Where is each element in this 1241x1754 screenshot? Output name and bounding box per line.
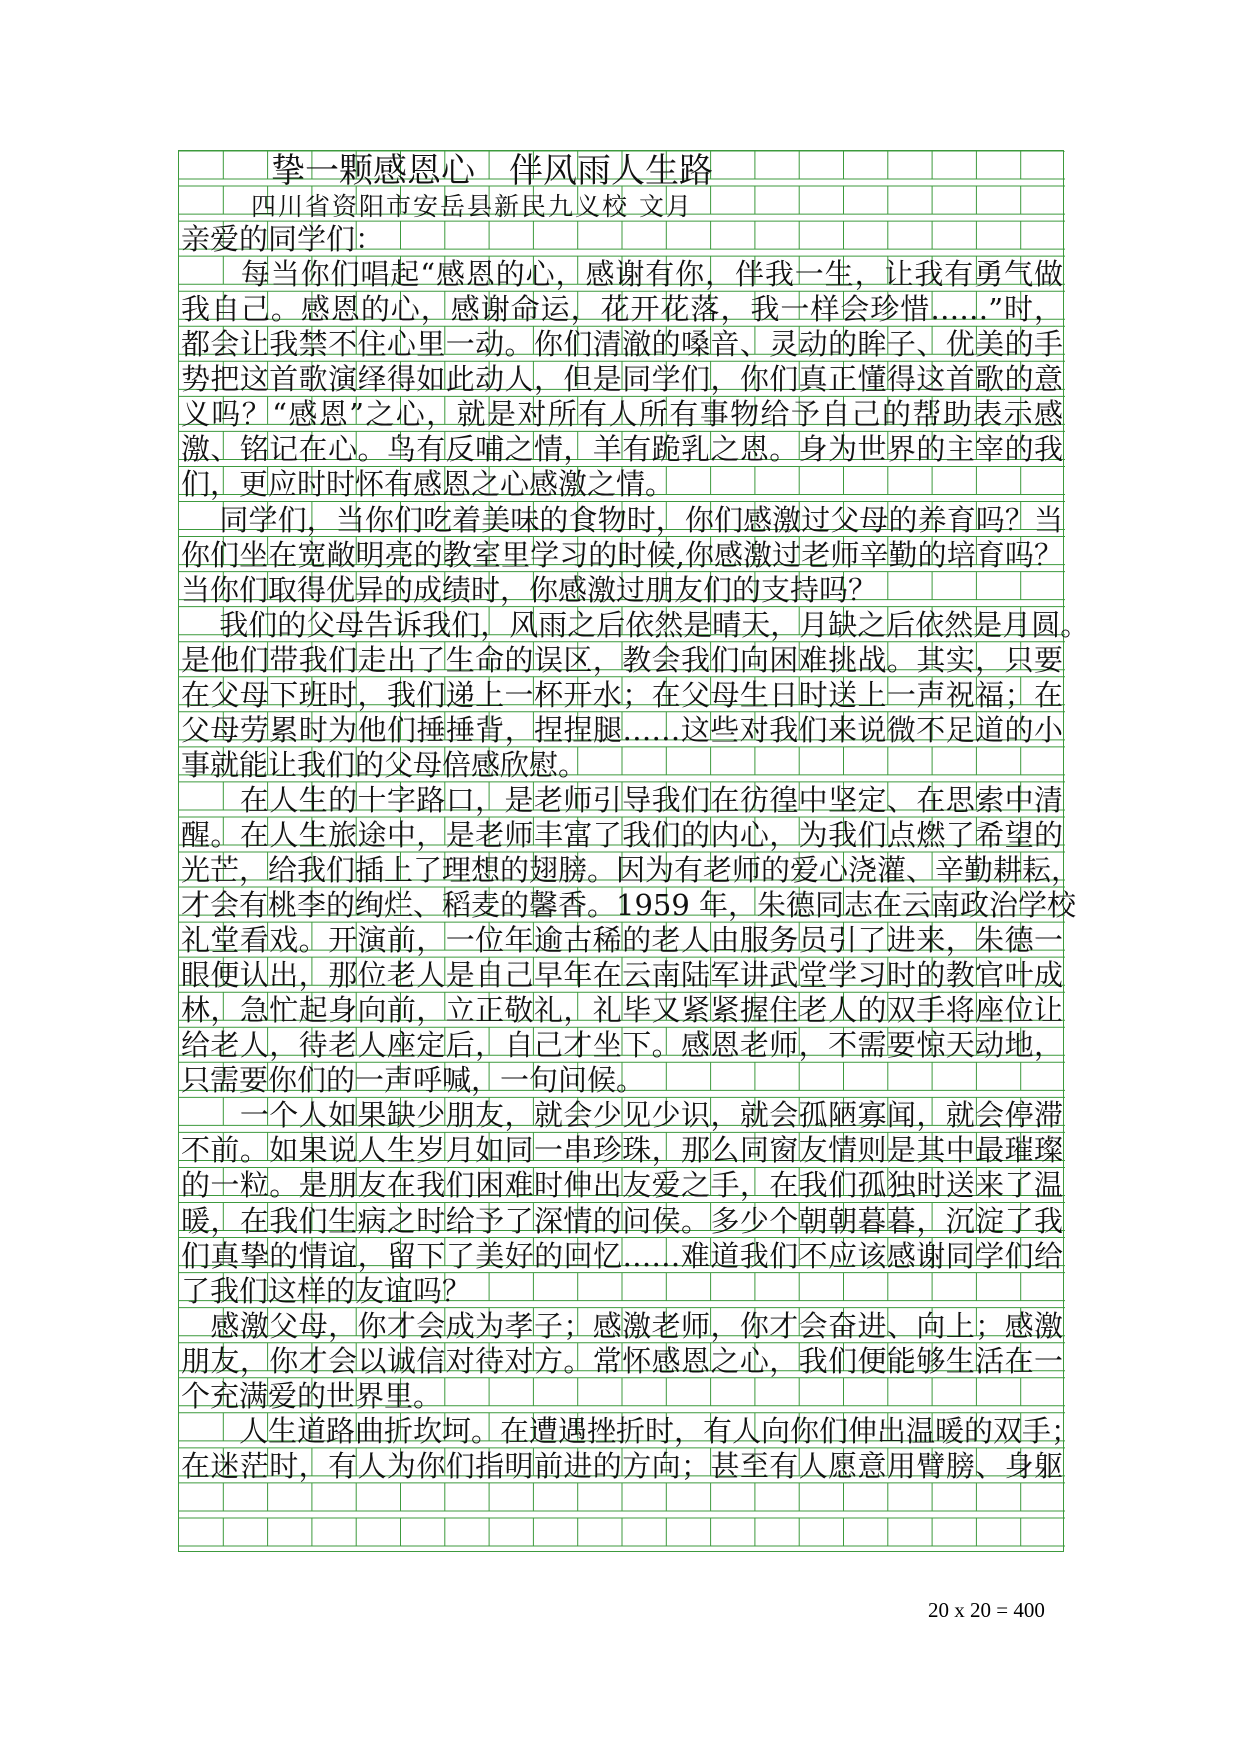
essay-line: 醒。在人生旅途中，是老师丰富了我们的内心，为我们点燃了希望的 [181, 817, 1063, 852]
essay-line: 林，急忙起身向前，立正敬礼，礼毕又紧紧握住老人的双手将座位让 [181, 993, 1063, 1028]
author-line: 四川省资阳市安岳县新民九义校 文月 [251, 192, 693, 221]
essay-line: 激、铭记在心。鸟有反哺之情，羊有跪乳之恩。身为世界的主宰的我 [181, 432, 1063, 467]
essay-line: 同学们，当你们吃着美味的食物时，你们感激过父母的养育吗？当 [181, 502, 1063, 537]
essay-line: 礼堂看戏。开演前，一位年逾古稀的老人由服务员引了进来，朱德一 [181, 923, 1063, 958]
essay-line: 事就能让我们的父母倍感欣慰。 [181, 747, 588, 782]
essay-text [179, 151, 1090, 1553]
essay-line: 我们的父母告诉我们，风雨之后依然是晴天，月缺之后依然是月圆。 [181, 607, 1090, 642]
essay-line: 不前。如果说人生岁月如同一串珍珠，那么同窗友情则是其中最璀璨 [181, 1133, 1063, 1168]
essay-line: 眼便认出，那位老人是自己早年在云南陆军讲武堂学习时的教官叶成 [181, 958, 1063, 993]
essay-line: 父母劳累时为他们捶捶背，捏捏腿……这些对我们来说微不足道的小 [181, 712, 1063, 747]
essay-line: 感激父母，你才会成为孝子；感激老师，你才会奋进、向上；感激 [181, 1308, 1063, 1343]
essay-line: 势把这首歌演绎得如此动人，但是同学们，你们真正懂得这首歌的意 [181, 362, 1063, 397]
manuscript-grid-paper [178, 150, 1090, 1552]
essay-line: 光芒，给我们插上了理想的翅膀。因为有老师的爱心浇灌、辛勤耕耘， [181, 853, 1081, 887]
essay-title: 挚一颗感恩心 伴风雨人生路 [271, 151, 713, 191]
essay-line: 亲爱的同学们： [181, 222, 385, 257]
essay-line: 是他们带我们走出了生命的误区，教会我们向困难挑战。其实，只要 [181, 642, 1063, 677]
essay-line: 只需要你们的一声呼喊，一句问候。 [181, 1063, 646, 1098]
essay-line: 个充满爱的世界里。 [181, 1378, 443, 1413]
essay-line: 义吗？“感恩”之心，就是对所有人所有事物给予自己的帮助表示感 [181, 397, 1063, 432]
essay-line: 一个人如果缺少朋友，就会少见少识，就会孤陋寡闻，就会停滞 [181, 1098, 1063, 1133]
essay-line: 们真挚的情谊，留下了美好的回忆……难道我们不应该感谢同学们给 [181, 1238, 1063, 1273]
essay-line: 人生道路曲折坎坷。在遭遇挫折时，有人向你们伸出温暖的双手； [181, 1413, 1081, 1448]
grid-size-note: 20 x 20 = 400 [928, 1598, 1045, 1622]
essay-line: 我自己。感恩的心，感谢命运，花开花落，我一样会珍惜……”时， [181, 292, 1063, 327]
essay-line: 每当你们唱起“感恩的心，感谢有你，伴我一生，让我有勇气做 [181, 257, 1063, 292]
essay-line: 你们坐在宽敞明亮的教室里学习的时候,你感激过老师辛勤的培育吗？ [181, 537, 1063, 572]
essay-line: 朋友，你才会以诚信对待对方。常怀感恩之心，我们便能够生活在一 [181, 1343, 1063, 1378]
essay-line: 在父母下班时，我们递上一杯开水；在父母生日时送上一声祝福；在 [181, 677, 1063, 712]
essay-line: 暖，在我们生病之时给予了深情的问侯。多少个朝朝暮暮，沉淀了我 [181, 1203, 1063, 1238]
essay-line: 的一粒。是朋友在我们困难时伸出友爱之手，在我们孤独时送来了温 [181, 1168, 1063, 1203]
essay-line: 才会有桃李的绚烂、稻麦的馨香。1959 年，朱德同志在云南政治学校 [181, 888, 1077, 923]
essay-line: 了我们这样的友谊吗？ [181, 1273, 472, 1308]
essay-line: 当你们取得优异的成绩时，你感激过朋友们的支持吗？ [181, 572, 878, 607]
essay-line: 们，更应时时怀有感恩之心感激之情。 [181, 467, 675, 502]
essay-line: 在迷茫时，有人为你们指明前进的方向；甚至有人愿意用臂膀、身躯 [181, 1448, 1063, 1483]
essay-line: 给老人，待老人座定后，自己才坐下。感恩老师，不需要惊天动地， [181, 1028, 1063, 1063]
essay-line: 都会让我禁不住心里一动。你们清澈的嗓音、灵动的眸子、优美的手 [181, 327, 1063, 362]
essay-line: 在人生的十字路口，是老师引导我们在彷徨中坚定、在思索中清 [181, 782, 1063, 817]
